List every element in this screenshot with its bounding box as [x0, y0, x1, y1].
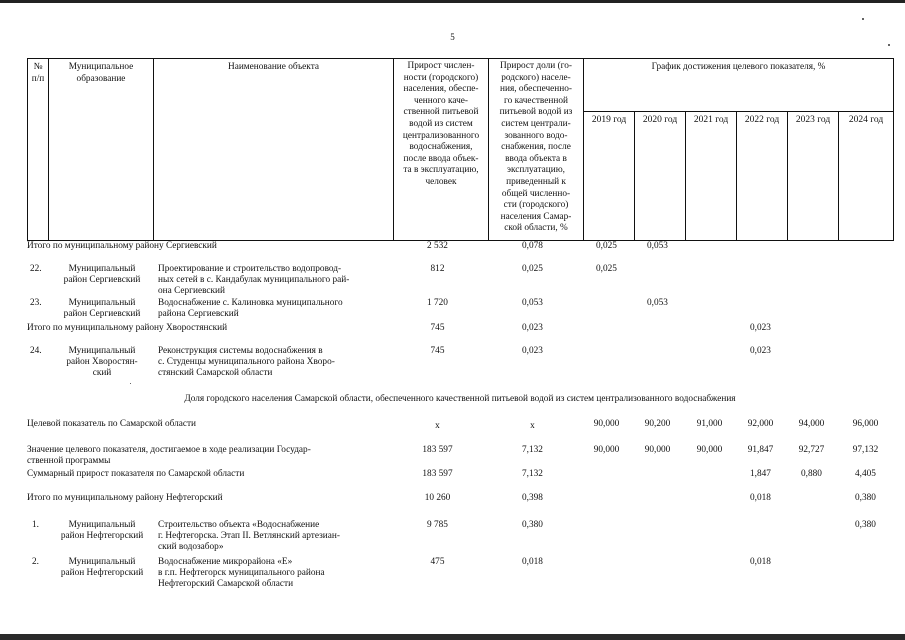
row-population: 10 260	[424, 493, 451, 503]
scan-top-edge	[0, 0, 905, 3]
row-2022: 0,018	[750, 493, 771, 503]
row-2019: 0,025	[596, 241, 617, 251]
row-number: 22.	[30, 264, 42, 274]
row-label-line-2: ственной программы	[27, 456, 111, 466]
header-population-line: ченного каче-	[414, 95, 468, 106]
row-municipality-line-2: район Сергиевский	[63, 309, 141, 319]
row-object-line-3: стянский Самарской области	[158, 368, 273, 378]
row-number: 1.	[32, 520, 39, 530]
row-share: 7,132	[522, 469, 543, 479]
header-population-line: водой из систем	[409, 118, 473, 129]
row-municipality-line-1: Муниципальный	[68, 520, 136, 530]
row-municipality-line-1: Муниципальный	[68, 557, 136, 567]
row-population: 9 785	[427, 520, 448, 530]
scan-bottom-edge	[0, 634, 905, 640]
row-municipality-line-2: район Хворостян-	[66, 357, 138, 367]
row-municipality-line-1: Муниципальный	[68, 264, 136, 274]
row-2022: 91,847	[747, 445, 774, 455]
row-municipality-line-3: ский	[92, 368, 112, 378]
row-2021: 90,000	[696, 445, 723, 455]
row-population: 745	[430, 323, 445, 333]
row-share: 0,023	[522, 346, 543, 356]
row-share: 0,078	[522, 241, 543, 251]
table-header	[27, 58, 894, 241]
header-population-line: ственной питьевой	[403, 107, 479, 118]
row-2024: 0,380	[855, 520, 876, 530]
header-share-growth	[489, 59, 584, 241]
row-object-line-1: Водоснабжение микрорайона «Е»	[158, 557, 293, 567]
header-population-line: водоснабжения,	[409, 142, 473, 153]
row-object	[158, 264, 386, 275]
row-object-line-2: в г.п. Нефтегорск муниципального района	[158, 568, 325, 578]
header-share-line: общей численно-	[501, 188, 571, 199]
row-object-line-1: Реконструкция системы водоснабжения в	[158, 346, 323, 356]
row-population: 475	[430, 557, 445, 567]
header-municipality: Муниципальное образование	[49, 59, 154, 241]
row-municipality-line-2: район Нефтегорский	[60, 568, 144, 578]
row-object-line-1	[158, 264, 386, 275]
row-2022: 0,023	[750, 323, 771, 333]
header-share-line: населения Самар-	[500, 211, 572, 222]
header-population-line: после ввода объек-	[403, 153, 479, 164]
header-year-2020: 2020 год	[635, 112, 686, 241]
row-2022: 0,023	[750, 346, 771, 356]
scan-speck	[888, 44, 890, 46]
header-population-line: человек	[425, 176, 457, 187]
row-label-line-1: Значение целевого показателя, достигаемое в ходе реализации Государ-	[27, 445, 311, 455]
row-population: 183 597	[422, 445, 453, 455]
row-share: 0,053	[522, 298, 543, 308]
row-2022: 1,847	[750, 469, 771, 479]
header-year-2024: 2024 год	[839, 112, 894, 241]
row-2024: 97,132	[852, 445, 879, 455]
header-population-line: населения, обеспе-	[403, 84, 479, 95]
row-2022: 0,018	[750, 557, 771, 567]
row-2024: 0,380	[855, 493, 876, 503]
header-share-line: питьевой водой из	[499, 107, 573, 118]
header-share-line: ской области, %	[504, 223, 568, 234]
row-municipality-line-2: район Сергиевский	[63, 275, 141, 285]
row-number: 24.	[30, 346, 42, 356]
scan-speck	[862, 18, 864, 20]
header-share-line: зованного водо-	[504, 130, 568, 141]
header-share-line: систем централи-	[501, 118, 571, 129]
row-share: х	[530, 421, 535, 431]
header-object: Наименование объекта	[154, 59, 394, 241]
row-object-line-2: района Сергиевский	[158, 309, 239, 319]
row-object-line-3: она Сергиевский	[158, 286, 226, 296]
row-municipality-line-1: Муниципальный	[68, 346, 136, 356]
row-2020: 0,053	[647, 298, 668, 308]
row-2023: 0,880	[801, 469, 822, 479]
header-year-2023: 2023 год	[788, 112, 839, 241]
header-population-line: централизованного	[402, 130, 480, 141]
section-title: Доля городского населения Самарской области, обеспеченного качественной питьевой водой из систем централизованного водоснабжения	[184, 394, 736, 404]
row-share: 0,023	[522, 323, 543, 333]
row-share: 0,398	[522, 493, 543, 503]
row-2020: 90,000	[644, 445, 671, 455]
header-population-line: та в эксплуатацию,	[403, 165, 479, 176]
row-label: Итого по муниципальному району Хворостянский	[27, 323, 228, 333]
row-number: 2.	[32, 557, 39, 567]
row-population: 812	[430, 264, 445, 274]
header-population-line: Прирост числен-	[407, 61, 475, 71]
row-object-text: Проектирование и строительство водопровод-	[158, 264, 342, 274]
row-2020: 0,053	[647, 241, 668, 251]
row-population: х	[435, 421, 440, 431]
row-number: 23.	[30, 298, 42, 308]
row-object-line-3: Нефтегорский Самарской области	[158, 579, 294, 589]
row-population: 183 597	[422, 469, 453, 479]
row-population: 2 532	[427, 241, 448, 251]
row-label: Итого по муниципальному району Нефтегорский	[27, 493, 223, 503]
header-schedule: График достижения целевого показателя, %	[584, 59, 894, 112]
header-year-2022: 2022 год	[737, 112, 788, 241]
header-share-line: родского) населе-	[501, 72, 571, 83]
row-2019: 90,000	[593, 419, 620, 429]
row-2023: 92,727	[798, 445, 825, 455]
row-population: 745	[430, 346, 445, 356]
row-label: Итого по муниципальному району Сергиевский	[27, 241, 217, 251]
row-object-line-2: г. Нефтегорска. Этап II. Ветлянский артезиан-	[158, 531, 340, 541]
row-municipality-line-2: район Нефтегорский	[60, 531, 144, 541]
row-object-line-2: с. Студенцы муниципального района Хворо-	[158, 357, 335, 367]
row-2024: 96,000	[852, 419, 879, 429]
header-share-line: ния, обеспеченно-	[500, 84, 572, 95]
header-year-2019: 2019 год	[584, 112, 635, 241]
header-number: № п/п	[28, 59, 49, 241]
header-year-2021: 2021 год	[686, 112, 737, 241]
row-2023: 94,000	[798, 419, 825, 429]
page-number: 5	[450, 32, 455, 42]
header-share-line: сти (городского)	[503, 200, 569, 211]
row-share: 0,018	[522, 557, 543, 567]
row-share: 0,025	[522, 264, 543, 274]
row-2022: 92,000	[747, 419, 774, 429]
header-share-line: приведенный к	[506, 176, 566, 187]
row-object-line-1: Водоснабжение с. Калиновка муниципального	[158, 298, 343, 308]
row-label: Суммарный прирост показателя по Самарской области	[27, 469, 245, 479]
header-population-growth	[394, 59, 489, 241]
row-municipality-line-1: Муниципальный	[68, 298, 136, 308]
row-2024: 4,405	[855, 469, 876, 479]
header-share-line: Прирост доли (го-	[500, 61, 572, 71]
scan-speck	[130, 383, 131, 384]
row-object-line-2: ных сетей в с. Кандабулак муниципального рай-	[158, 275, 350, 285]
header-share-line: эксплуатацию,	[507, 165, 565, 176]
row-2020: 90,200	[644, 419, 671, 429]
row-2019: 0,025	[596, 264, 617, 274]
row-object-line-1: Строительство объекта «Водоснабжение	[158, 520, 320, 530]
header-share-line: го качественной	[504, 95, 568, 106]
header-population-line: ности (городского)	[403, 72, 479, 83]
row-share: 7,132	[522, 445, 543, 455]
header-share-line: снабжения, после	[501, 142, 571, 153]
row-population: 1 720	[427, 298, 448, 308]
row-label: Целевой показатель по Самарской области	[27, 419, 197, 429]
row-2021: 91,000	[696, 419, 723, 429]
header-share-line: ввода объекта в	[505, 153, 567, 164]
row-object-line-3: ский водозабор»	[158, 542, 224, 552]
row-2019: 90,000	[593, 445, 620, 455]
row-share: 0,380	[522, 520, 543, 530]
